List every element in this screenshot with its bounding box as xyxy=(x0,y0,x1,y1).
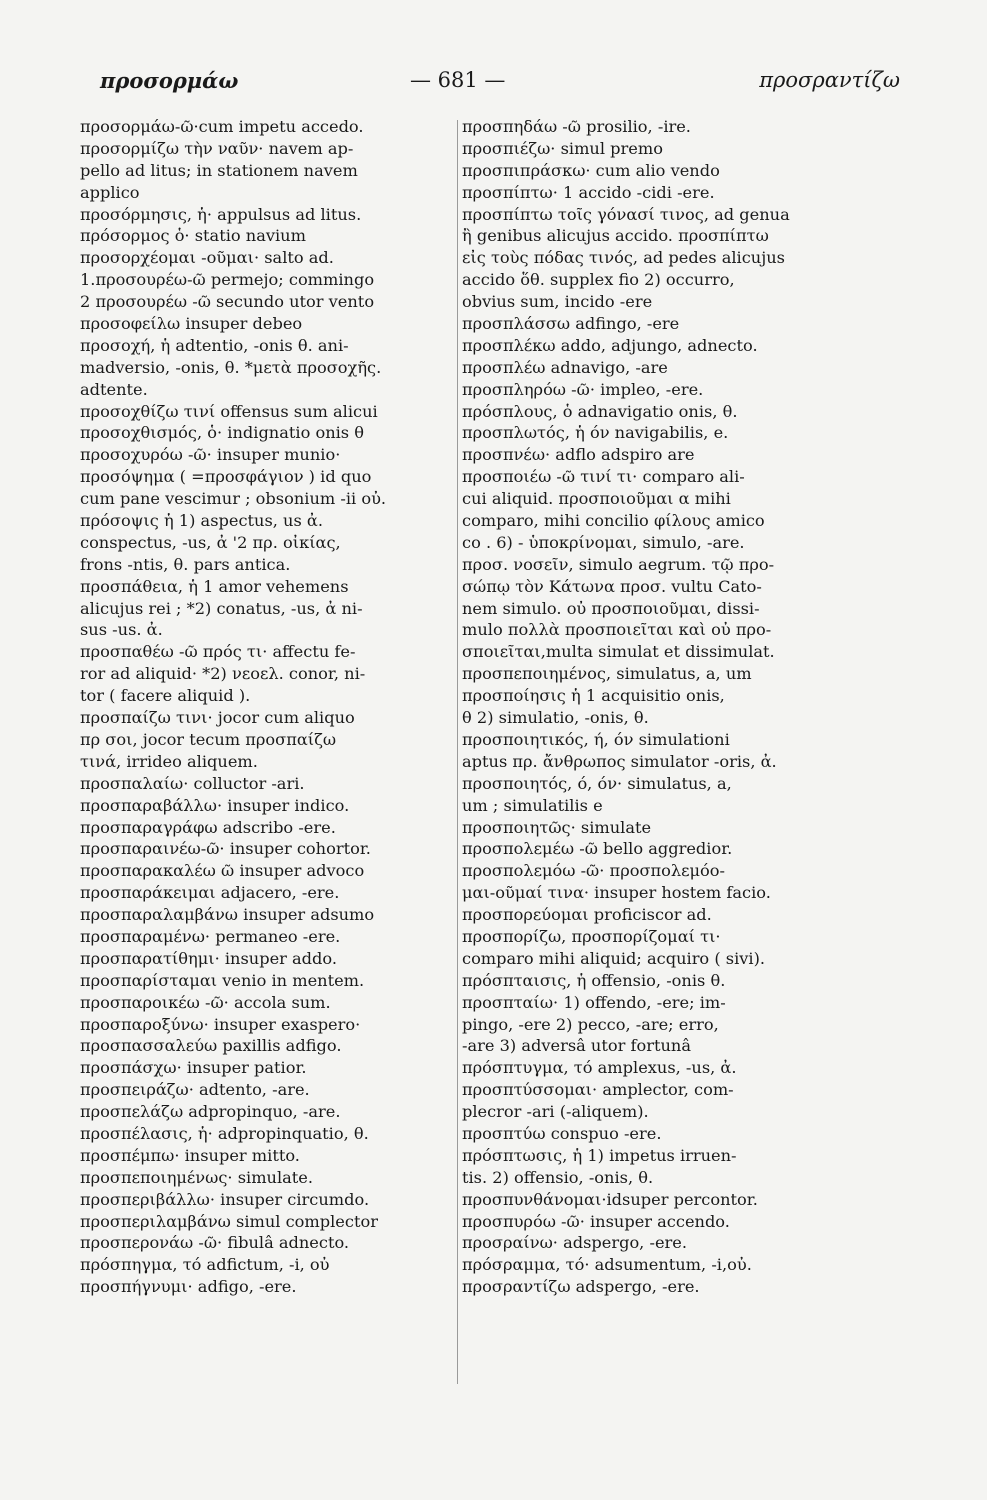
dictionary-line: cui aliquid. προσποιοῦμαι α mihi xyxy=(462,489,731,509)
dictionary-line: προσπιέζω· simul premo xyxy=(462,138,663,158)
dictionary-line: προσπυνθάνομαι·idsuper percontor. xyxy=(462,1189,758,1209)
dictionary-line: προσοχθισμός, ὁ· indignatio onis θ xyxy=(80,423,365,443)
dictionary-line: προσπυρόω -ῶ· insuper accendo. xyxy=(462,1211,730,1231)
dictionary-line: προσπορεύομαι proficiscor ad. xyxy=(462,905,712,925)
dictionary-line: προσπιπράσκω· cum alio vendo xyxy=(462,160,720,180)
dictionary-line: προσορμάω-ῶ·cum impetu accedo. xyxy=(80,117,364,136)
dictionary-line: προσόρμησις, ἡ· appulsus ad litus. xyxy=(80,204,362,224)
dictionary-line: προσπαρατίθημι· insuper addo. xyxy=(80,948,338,968)
dictionary-line: προσπεριβάλλω· insuper circumdo. xyxy=(80,1189,370,1209)
dictionary-line: προσποιητῶς· simulate xyxy=(462,817,652,837)
dictionary-line: πρόσραμμα, τό· adsumentum, -i,οὐ. xyxy=(462,1255,752,1275)
dictionary-line: madversio, -onis, θ. *μετὰ προσοχῆς. xyxy=(80,357,382,377)
dictionary-line: προσορμίζω τὴν ναῦν· navem ap- xyxy=(80,138,354,158)
dictionary-line: πρόσοψις ἡ 1) aspectus, us ἀ. xyxy=(80,511,324,531)
left-column xyxy=(80,116,455,1298)
dictionary-line: sus -us. ἀ. xyxy=(80,620,163,640)
dictionary-line: πρόσπλους, ὁ adnavigatio onis, θ. xyxy=(462,401,738,421)
dictionary-line: nem simulo. οὐ προσποιοῦμαι, dissi- xyxy=(462,598,760,618)
dictionary-line: προσόψημα ( =προσφάγιον ) id quo xyxy=(80,467,372,487)
dictionary-line: προσπαραμένω· permaneo -ere. xyxy=(80,926,341,946)
dictionary-line: applico xyxy=(80,182,140,202)
dictionary-line: προσπαραβάλλω· insuper indico. xyxy=(80,795,350,815)
dictionary-line: προσπαρακαλέω ῶ insuper advoco xyxy=(80,861,365,881)
dictionary-line: tor ( facere aliquid ). xyxy=(80,686,251,706)
dictionary-line: προσπλέω adnavigo, -are xyxy=(462,357,668,377)
dictionary-line: ἢ genibus alicujus accido. προσπίπτω xyxy=(462,226,769,246)
column-divider xyxy=(457,120,458,1384)
dictionary-line: προσπλωτός, ἡ όν navigabilis, e. xyxy=(462,423,729,443)
dictionary-line: plecror -ari (-aliquem). xyxy=(462,1102,649,1122)
dictionary-line: accido ὅθ. supplex fio 2) occurro, xyxy=(462,270,735,290)
dictionary-line: προσπολεμόω -ῶ· προσπολεμόο- xyxy=(462,861,726,881)
dictionary-line: προσπληρόω -ῶ· impleo, -ere. xyxy=(462,379,704,399)
dictionary-line: προσραντίζω adspergo, -ere. xyxy=(462,1277,700,1297)
dictionary-line: προσπαθέω -ῶ πρός τι· affectu fe- xyxy=(80,642,356,662)
dictionary-line: tis. 2) offensio, -onis, θ. xyxy=(462,1167,654,1187)
dictionary-line: um ; simulatilis e xyxy=(462,795,603,815)
dictionary-line: mulo πολλὰ προσποιεῖται καὶ οὐ προ- xyxy=(462,620,772,640)
dictionary-line: προσπεποιημένως· simulate. xyxy=(80,1167,314,1187)
dictionary-line: θ 2) simulatio, -onis, θ. xyxy=(462,708,649,728)
dictionary-line: προσπελάζω adpropinquo, -are. xyxy=(80,1102,341,1122)
dictionary-line: προσπάθεια, ἡ 1 amor vehemens xyxy=(80,576,349,596)
dictionary-line: προσπειράζω· adtento, -are. xyxy=(80,1080,310,1100)
dictionary-line: conspectus, -us, ἀ '2 πρ. οἰκίας, xyxy=(80,532,341,552)
dictionary-line: cum pane vescimur ; obsonium -ii οὐ. xyxy=(80,489,387,509)
dictionary-line: προσπαραλαμβάνω insuper adsumo xyxy=(80,905,375,925)
dictionary-line: προσπεριλαμβάνω simul complector xyxy=(80,1211,378,1231)
dictionary-line: προσπταίω· 1) offendo, -ere; im- xyxy=(462,992,726,1012)
dictionary-line: obvius sum, incido -ere xyxy=(462,292,653,312)
dictionary-line: προσοχή, ἡ adtentio, -onis θ. ani- xyxy=(80,335,349,355)
dictionary-line: προσπορίζω, προσπορίζομαί τι· xyxy=(462,926,721,946)
dictionary-line: εἰς τοὺς πόδας τινός, ad pedes alicujus xyxy=(462,248,785,268)
dictionary-line: πρόσπτυγμα, τό amplexus, -us, ἀ. xyxy=(462,1058,737,1078)
dictionary-line: τινά, irrideo aliquem. xyxy=(80,751,258,771)
dictionary-line: co . 6) - ὑποκρίνομαι, simulo, -are. xyxy=(462,532,745,552)
dictionary-line: πρόσπταισις, ἡ offensio, -onis θ. xyxy=(462,970,726,990)
dictionary-line: προσπέμπω· insuper mitto. xyxy=(80,1145,300,1165)
dictionary-line: προσπεποιημένος, simulatus, a, um xyxy=(462,664,752,684)
dictionary-line: προσπτύσσομαι· amplector, com- xyxy=(462,1080,734,1100)
left-running-headword: προσορμάω xyxy=(100,68,239,93)
dictionary-line: pingo, -ere 2) pecco, -are; erro, xyxy=(462,1014,719,1034)
dictionary-line: μαι-οῦμαί τινα· insuper hostem facio. xyxy=(462,883,771,903)
dictionary-line: προσπάσχω· insuper patior. xyxy=(80,1058,307,1078)
dictionary-line: -are 3) adversâ utor fortunâ xyxy=(462,1036,691,1056)
dictionary-line: προσπίπτω τοῖς γόνασί τινος, ad genua xyxy=(462,204,790,224)
dictionary-line: προσοφείλω insuper debeo xyxy=(80,314,303,334)
dictionary-line: προσ. νοσεῖν, simulo aegrum. τῷ προ- xyxy=(462,554,775,574)
dictionary-line: 2 προσουρέω -ῶ secundo utor vento xyxy=(80,292,375,312)
dictionary-line: προσπασσαλεύω paxillis adfigo. xyxy=(80,1036,342,1056)
dictionary-line: προσραίνω· adspergo, -ere. xyxy=(462,1233,687,1253)
right-running-headword: προσραντίζω xyxy=(759,68,900,92)
dictionary-line: προσπερονάω -ῶ· fibulâ adnecto. xyxy=(80,1233,350,1253)
dictionary-line: προσποίησις ἡ 1 acquisitio onis, xyxy=(462,686,725,706)
dictionary-line: comparo mihi aliquid; acquiro ( sivi). xyxy=(462,948,766,968)
dictionary-line: προσπτύω conspuo -ere. xyxy=(462,1123,662,1143)
dictionary-line: προσποιέω -ῶ τινί τι· comparo ali- xyxy=(462,467,745,487)
right-column xyxy=(462,116,882,1298)
dictionary-line: adtente. xyxy=(80,379,148,399)
dictionary-line: aptus πρ. ἄνθρωπος simulator -oris, ἀ. xyxy=(462,751,777,771)
dictionary-line: προσπλάσσω adfingo, -ere xyxy=(462,314,680,334)
dictionary-line: προσποιητός, ό, όν· simulatus, a, xyxy=(462,773,732,793)
dictionary-line: πρ σοι, jocor tecum προσπαίζω xyxy=(80,729,337,749)
dictionary-line: πρόσπτωσις, ἡ 1) impetus irruen- xyxy=(462,1145,737,1165)
dictionary-line: προσπηδάω -ῶ prosilio, -ire. xyxy=(462,117,691,136)
dictionary-line: προσπαίζω τινι· jocor cum aliquo xyxy=(80,708,355,728)
dictionary-line: προσπνέω· adflo adspiro are xyxy=(462,445,695,465)
dictionary-line: προσποιητικός, ή, όν simulationi xyxy=(462,729,730,749)
dictionary-line: comparo, mihi concilio φίλους amico xyxy=(462,511,765,531)
dictionary-line: πρόσορμος ὁ· statio navium xyxy=(80,226,306,246)
dictionary-line: pello ad litus; in stationem navem xyxy=(80,160,358,180)
dictionary-line: προσπίπτω· 1 accido -cidi -ere. xyxy=(462,182,715,202)
dictionary-line: προσπαλαίω· colluctor -ari. xyxy=(80,773,305,793)
dictionary-line: προσορχέομαι -οῦμαι· salto ad. xyxy=(80,248,334,268)
page-number: — 681 — xyxy=(410,68,506,92)
dictionary-line: προσοχυρόω -ῶ· insuper munio· xyxy=(80,445,341,465)
dictionary-line: προσπαροξύνω· insuper exaspero· xyxy=(80,1014,361,1034)
dictionary-line: προσπλέκω addo, adjungo, adnecto. xyxy=(462,335,758,355)
dictionary-line: προσοχθίζω τινί offensus sum alicui xyxy=(80,401,378,421)
dictionary-line: προσπαράκειμαι adjacero, -ere. xyxy=(80,883,340,903)
dictionary-line: πρόσπηγμα, τό adfictum, -i, οὐ xyxy=(80,1255,330,1275)
dictionary-line: προσπολεμέω -ῶ bello aggredior. xyxy=(462,839,733,859)
dictionary-line: προσπαραινέω-ῶ· insuper cohortor. xyxy=(80,839,371,859)
dictionary-line: προσπαρίσταμαι venio in mentem. xyxy=(80,970,365,990)
page-header xyxy=(100,68,900,98)
dictionary-line: προσπήγνυμι· adfigo, -ere. xyxy=(80,1277,297,1297)
dictionary-line: προσπαροικέω -ῶ· accola sum. xyxy=(80,992,331,1012)
dictionary-line: 1.προσουρέω-ῶ permejo; commingo xyxy=(80,270,375,290)
dictionary-line: frons -ntis, θ. pars antica. xyxy=(80,554,291,574)
dictionary-line: σώπῳ τὸν Κάτωνα προσ. vultu Cato- xyxy=(462,576,762,596)
dictionary-line: alicujus rei ; *2) conatus, -us, ἀ ni- xyxy=(80,598,363,618)
dictionary-line: ror ad aliquid· *2) νεοελ. conor, ni- xyxy=(80,664,366,684)
dictionary-line: προσπέλασις, ἡ· adpropinquatio, θ. xyxy=(80,1123,369,1143)
dictionary-line: προσπαραγράφω adscribo -ere. xyxy=(80,817,336,837)
dictionary-line: σποιεῖται,multa simulat et dissimulat. xyxy=(462,642,775,662)
